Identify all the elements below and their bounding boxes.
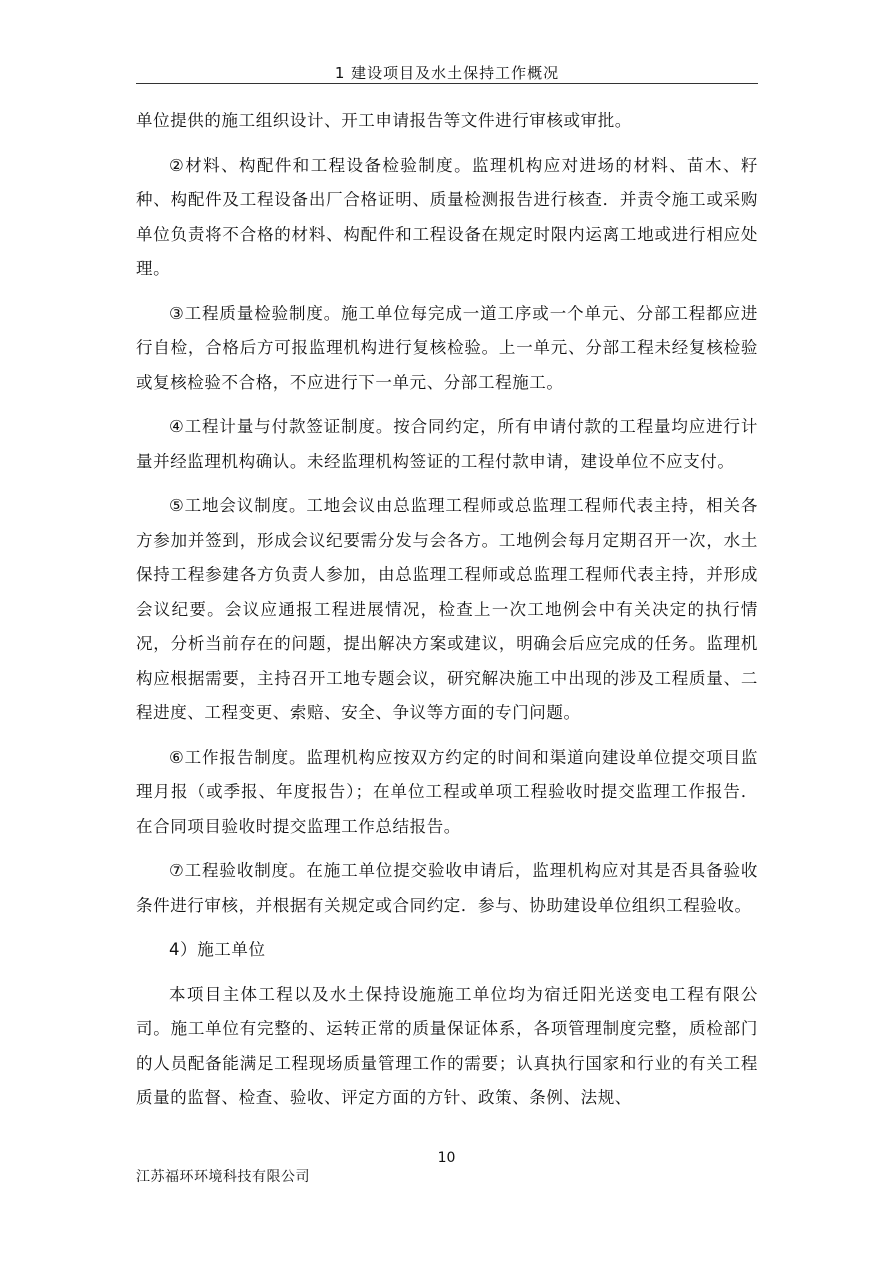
page-header-title: 1 建设项目及水土保持工作概况 (334, 64, 560, 82)
body-paragraph: ⑤工地会议制度。工地会议由总监理工程师或总监理工程师代表主持，相关各方参加并签到，形成会议纪要需分发与会各方。工地例会每月定期召开一次，水土保持工程参建各方负责人参加，由总监理工程师或总监理工程师代表主持，并形成会议纪要。会议应通报工程进展情况，检查上一次工地例会中有关决定的执行情况，分析当前存在的问题，提出解决方案或建议，明确会后应完成的任务。监理机构应根据需要，主持召开工地专题会议，研究解决施工中出现的涉及工程质量、二程进度、工程变更、索赔、安全、争议等方面的专门问题。 (136, 496, 758, 722)
body-paragraph: ②材料、构配件和工程设备检验制度。监理机构应对进场的材料、苗木、籽种、构配件及工程设备出厂合格证明、质量检测报告进行核查．并责令施工或采购单位负责将不合格的材料、构配件和工程设备在规定时限内运离工地或进行相应处理。 (136, 155, 758, 278)
footer-company-name: 江苏福环环境科技有限公司 (136, 1169, 310, 1185)
section-heading: 4）施工单位 (169, 940, 266, 959)
body-paragraph: ③工程质量检验制度。施工单位每完成一道工序或一个单元、分部工程都应进行自检，合格后方可报监理机构进行复核检验。上一单元、分部工程未经复核检验或复核检验不合格，不应进行下一单元、分部工程施工。 (136, 303, 758, 392)
body-paragraph: ⑦工程验收制度。在施工单位提交验收申请后，监理机构应对其是否具备验收条件进行审核，并根据有关规定或合同约定．参与、协助建设单位组织工程验收。 (136, 861, 758, 915)
document-body (136, 104, 758, 1126)
body-paragraph: ④工程计量与付款签证制度。按合同约定，所有申请付款的工程量均应进行计量并经监理机构确认。未经监理机构签证的工程付款申请，建设单位不应支付。 (136, 417, 758, 471)
body-paragraph: ⑥工作报告制度。监理机构应按双方约定的时间和渠道向建设单位提交项目监理月报（或季报、年度报告）；在单位工程或单项工程验收时提交监理工作报告．在合同项目验收时提交监理工作总结报告。 (136, 747, 758, 836)
body-paragraph: 单位提供的施工组织设计、开工申请报告等文件进行审核或审批。 (136, 111, 632, 130)
page-number: 10 (437, 1150, 456, 1166)
body-paragraph: 本项目主体工程以及水土保持设施施工单位均为宿迁阳光送变电工程有限公司。施工单位有完整的、运转正常的质量保证体系，各项管理制度完整，质检部门的人员配备能满足工程现场质量管理工作的需要；认真执行国家和行业的有关工程质量的监督、检查、验收、评定方面的方针、政策、条例、法规、 (136, 984, 758, 1107)
header-divider (136, 83, 758, 84)
